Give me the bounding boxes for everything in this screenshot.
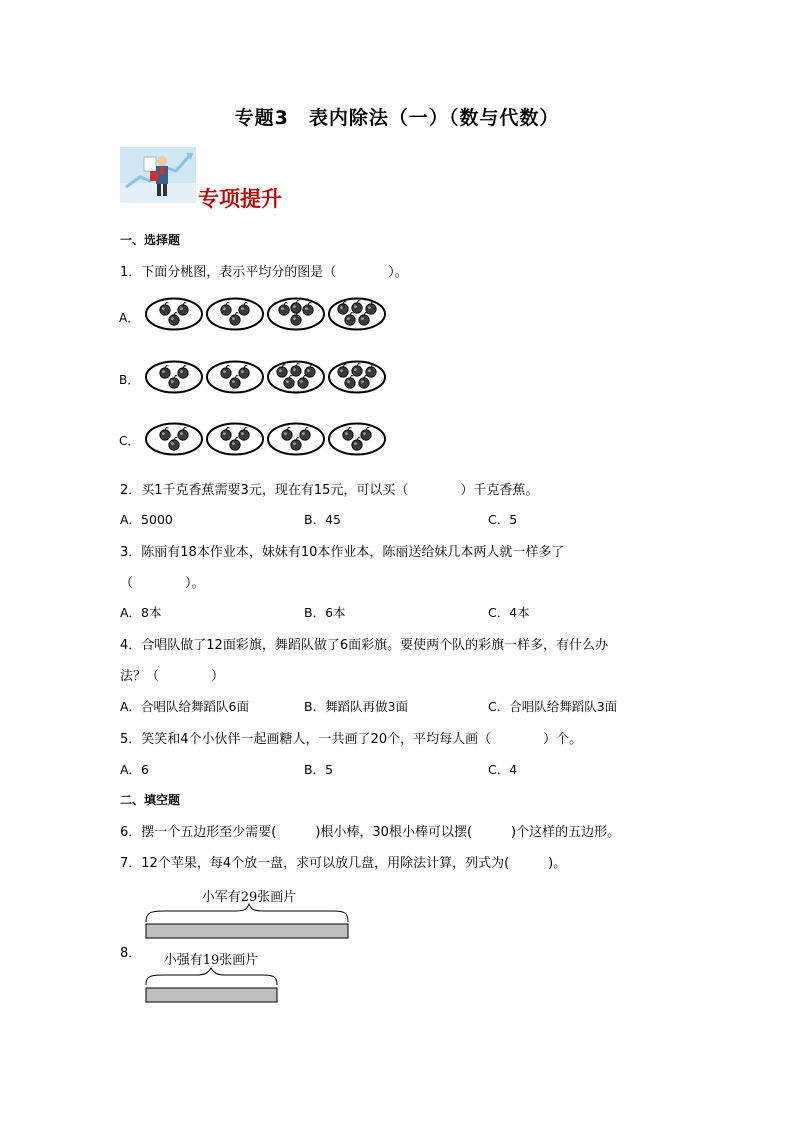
q1-option-a-figure [145,296,395,332]
section-choice: 一、选择题 [120,233,181,247]
q8-bar-diagram [145,885,355,1014]
question-6: 6．摆一个五边形至少需要( )根小棒，30根小棒可以摆( )个这样的五边形。 [120,825,621,840]
q5-option-a[interactable]: A．6 [120,762,150,777]
q4-option-c[interactable]: C．合唱队给舞蹈队3面 [488,699,618,714]
q1-option-b-label[interactable]: B． [119,373,140,387]
q4-option-b[interactable]: B．舞蹈队再做3面 [304,699,409,714]
q1-option-c-label[interactable]: C． [119,434,140,448]
question-3-line1: 3．陈丽有18本作业本，妹妹有10本作业本，陈丽送给妹几本两人就一样多了 [120,545,565,560]
q5-option-c[interactable]: C．4 [488,762,518,777]
question-8-number: 8． [120,946,142,961]
q2-option-a[interactable]: A．5000 [120,512,173,527]
question-2: 2．买1千克香蕉需要3元，现在有15元，可以买（ ）千克香蕉。 [120,483,539,498]
q2-option-c[interactable]: C．5 [488,512,518,527]
q1-option-b-figure [145,359,395,395]
q1-option-c-figure [145,421,395,457]
q5-option-b[interactable]: B．5 [304,762,334,777]
q8-top-label: 小军有29张画片 [201,890,297,905]
page-title: 专题3 表内除法（一）（数与代数） [234,107,560,129]
question-1: 1．下面分桃图，表示平均分的图是（ ）。 [120,265,408,280]
question-4-line1: 4．合唱队做了12面彩旗，舞蹈队做了6面彩旗。要使两个队的彩旗一样多，有什么办 [120,638,609,653]
question-5: 5．笑笑和4个小伙伴一起画糖人，一共画了20个，平均每人画（ ）个。 [120,732,583,747]
teacher-presentation-icon [120,147,196,203]
q3-option-a[interactable]: A．8本 [120,605,162,620]
question-7: 7．12个苹果，每4个放一盘，求可以放几盘，用除法计算，列式为( )。 [120,856,567,871]
q8-bottom-bar [146,988,277,1002]
q8-top-bar [146,924,348,938]
q8-bottom-label: 小强有19张画片 [163,953,259,968]
question-3-line2: （ ）。 [120,576,205,591]
q4-option-a[interactable]: A．合唱队给舞蹈队6面 [120,699,250,714]
q3-option-c[interactable]: C．4本 [488,605,530,620]
q8-top-brace [146,904,348,922]
q3-option-b[interactable]: B．6本 [304,605,346,620]
question-4-line2: 法？（ ） [120,669,225,684]
section-fill: 二、填空题 [120,793,181,807]
q8-bottom-brace [146,968,277,985]
q2-option-b[interactable]: B．45 [304,512,341,527]
q1-option-a-label[interactable]: A． [119,311,140,325]
banner-title: 专项提升 [198,186,282,211]
